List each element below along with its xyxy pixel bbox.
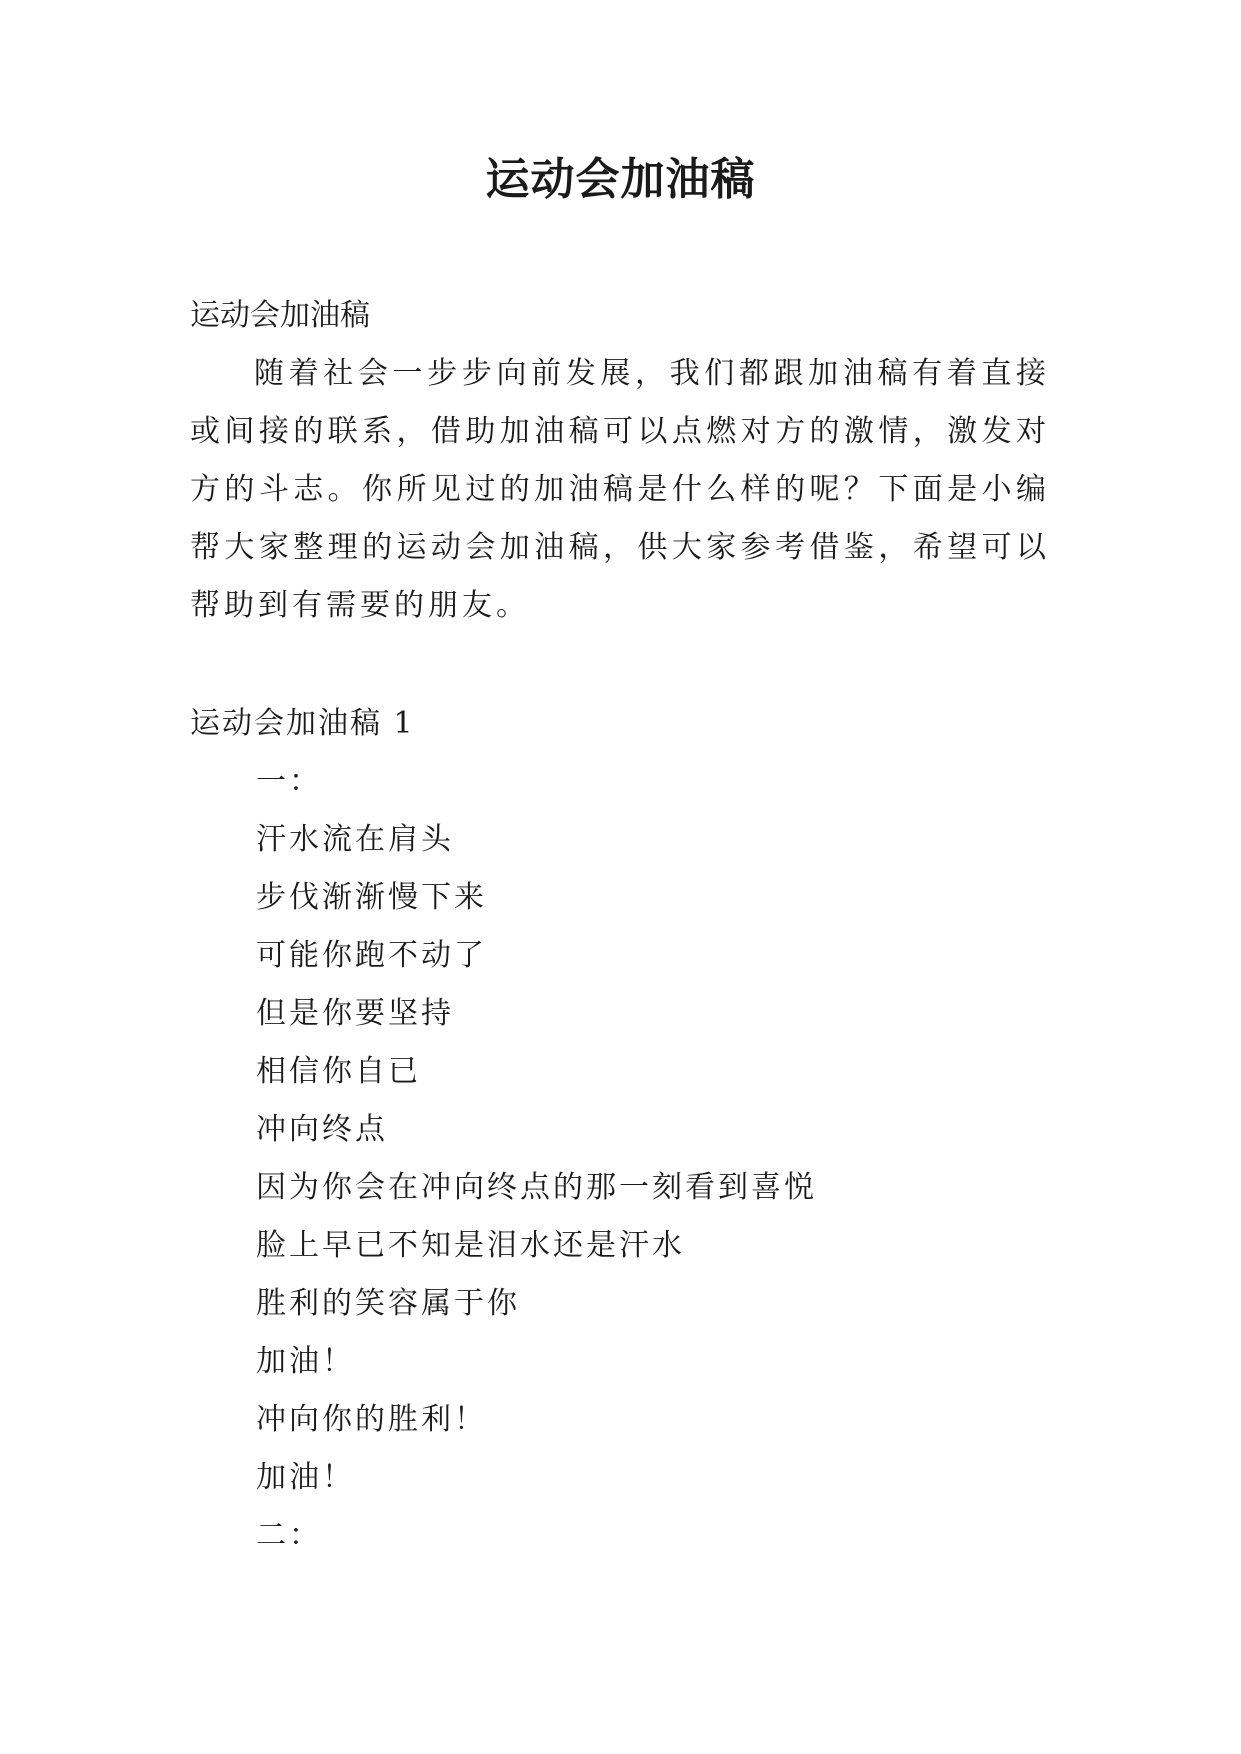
poem-line: 冲向终点	[256, 1112, 388, 1147]
poem-line: 但是你要坚持	[256, 996, 454, 1031]
poem-line: 相信你自已	[256, 1054, 421, 1089]
poem-line: 步伐渐渐慢下来	[256, 880, 487, 915]
poem-line: 加油！	[256, 1460, 355, 1495]
poem-line: 胜利的笑容属于你	[256, 1286, 520, 1321]
intro-heading: 运动会加油稿	[190, 298, 370, 333]
poem-block	[256, 753, 1056, 1565]
section-heading: 运动会加油稿 1	[190, 706, 415, 741]
poem-line: 因为你会在冲向终点的那一刻看到喜悦	[256, 1170, 817, 1205]
poem-line: 汗水流在肩头	[256, 822, 454, 857]
poem-line: 一：	[256, 764, 322, 799]
poem-line: 加油！	[256, 1344, 355, 1379]
poem-line: 脸上早已不知是泪水还是汗水	[256, 1228, 685, 1263]
poem-line: 冲向你的胜利！	[256, 1402, 487, 1437]
poem-line: 二：	[256, 1518, 322, 1553]
poem-line: 可能你跑不动了	[256, 938, 487, 973]
intro-paragraph: 随着社会一步步向前发展，我们都跟加油稿有着直接或间接的联系，借助加油稿可以点燃对方的激情，激发对方的斗志。你所见过的加油稿是什么样的呢？下面是小编帮大家整理的运动会加油稿，供大家参考借鉴，希望可以帮助到有需要的朋友。	[190, 356, 1050, 623]
document-title: 运动会加油稿	[485, 154, 756, 205]
